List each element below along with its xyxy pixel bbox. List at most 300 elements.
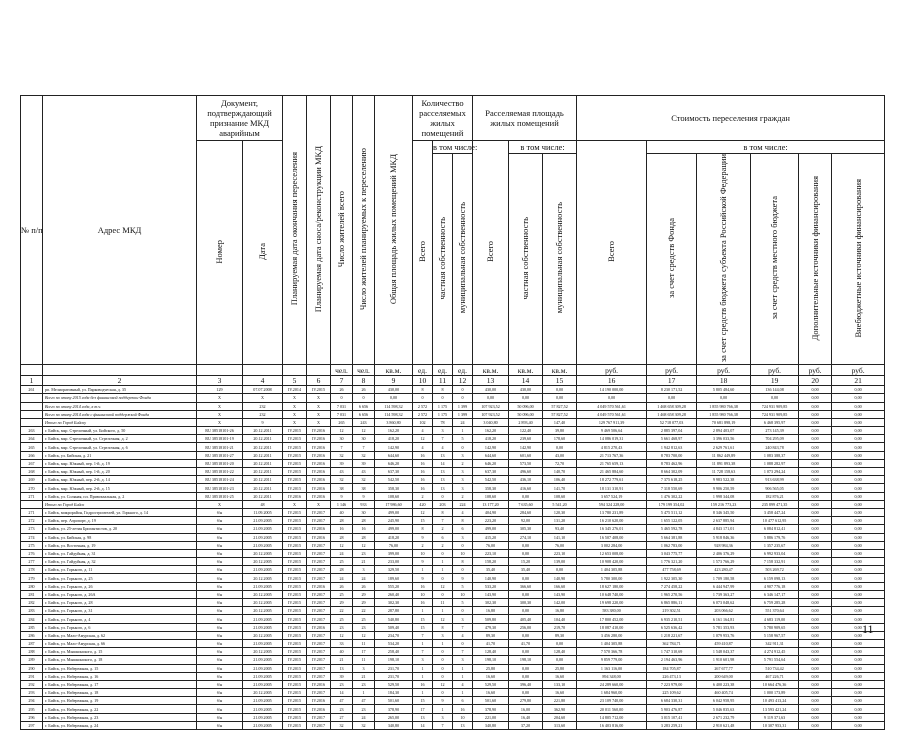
table-cell: 5 158 967,57 [751, 631, 799, 639]
table-cell: б/н [197, 541, 243, 549]
table-cell: 7 375 618,25 [647, 476, 697, 484]
table-cell: 533,20 [473, 582, 509, 590]
table-cell: 20.12.2005 [243, 689, 283, 697]
address-cell: г. Бийск, ул. Бийская, д. 98 [43, 533, 197, 541]
table-cell [21, 394, 43, 402]
table-cell: 292 [21, 680, 43, 688]
table-cell: 0,00 [832, 590, 885, 598]
table-row [21, 508, 885, 516]
table-cell: 9 [353, 492, 375, 500]
table-cell: 0,00 [832, 705, 885, 713]
table-cell: 12 [331, 541, 353, 549]
table-cell: 179 199 354,02 [647, 500, 697, 508]
table-cell: X [283, 410, 307, 418]
table-cell: 260,40 [375, 590, 413, 598]
table-cell: 28 [331, 533, 353, 541]
table-cell: 2 [413, 541, 433, 549]
table-cell: 285 [21, 623, 43, 631]
unit-cell: чел. [331, 365, 353, 376]
table-cell: 6 159 098,13 [751, 574, 799, 582]
table-cell: 0,00 [543, 566, 577, 574]
table-cell: 7 274 458,22 [647, 582, 697, 590]
table-cell: 133,10 [543, 680, 577, 688]
table-cell: 2 885 397,04 [647, 427, 697, 435]
table-cell: 4 274 912,45 [751, 648, 799, 656]
table-cell: 4 049 570 561,61 [577, 402, 647, 410]
table-cell: X [307, 418, 331, 426]
table-cell: 11 862 449,89 [697, 451, 751, 459]
table-row [21, 410, 885, 418]
table-cell: 28 [331, 517, 353, 525]
unit-cell: руб. [577, 365, 647, 376]
table-cell: 5 541,20 [543, 500, 577, 508]
table-cell: IV.2016 [307, 525, 331, 533]
table-cell: 32 [331, 476, 353, 484]
table-cell: 106,40 [543, 476, 577, 484]
table-cell: 6 [433, 533, 453, 541]
table-cell: 3 [433, 713, 453, 721]
table-cell: 0,00 [799, 656, 832, 664]
table-cell: 646,20 [473, 459, 509, 467]
table-cell: 4 [453, 631, 473, 639]
table-cell: 459 410,87 [697, 639, 751, 647]
table-cell: 0,00 [799, 451, 832, 459]
header-planned-demolish: Планируемая дата сноса/реконструкции МКД [307, 96, 331, 365]
table-cell: 29 [353, 590, 375, 598]
table-cell: 0,00 [473, 394, 509, 402]
address-cell: Всего по этапу 2014 года с финансовой поддержкой Фонда [43, 410, 197, 418]
table-cell: 0,00 [832, 525, 885, 533]
table-row [21, 639, 885, 647]
table-cell: 3 [453, 615, 473, 623]
table-cell: 0,00 [697, 394, 751, 402]
table-cell: 7 [331, 443, 353, 451]
table-cell: 933 [353, 500, 375, 508]
table-cell: 7 [433, 517, 453, 525]
table-cell: 2 194 463,96 [647, 656, 697, 664]
table-cell: X [283, 500, 307, 508]
table-cell: 21.09.2005 [243, 672, 283, 680]
table-cell: 1 855 980 766,38 [697, 402, 751, 410]
table-cell: 5 780 300,00 [577, 574, 647, 582]
table-cell: 1 000 173,89 [751, 689, 799, 697]
table-cell: 2 406 376,29 [697, 549, 751, 557]
table-cell: 601,60 [509, 451, 543, 459]
table-cell: IV.2015 [283, 508, 307, 516]
table-cell: X [307, 410, 331, 418]
table-cell: 10 [453, 713, 473, 721]
table-cell: 12 653 008,00 [577, 549, 647, 557]
address-cell: г. Бийск, пер. Аэропорт, д. 19 [43, 517, 197, 525]
table-row [21, 549, 885, 557]
table-cell: 5 465 592,78 [647, 525, 697, 533]
table-cell: 0,00 [799, 418, 832, 426]
table-cell: 10 648 740,00 [577, 590, 647, 598]
table-cell: 14 [331, 689, 353, 697]
table-cell: 0,00 [832, 656, 885, 664]
table-cell: 203 066,62 [697, 607, 751, 615]
table-cell: 0,00 [832, 418, 885, 426]
table-row [21, 517, 885, 525]
table-row [21, 697, 885, 705]
table-cell: IV.2017 [307, 664, 331, 672]
table-cell: 16 [413, 582, 433, 590]
table-cell: 644,60 [473, 451, 509, 459]
table-cell: 420 [413, 500, 433, 508]
table-cell: 20.12.2011 [243, 492, 283, 500]
table-cell: 15 [413, 697, 433, 705]
table-cell: 19 698 220,00 [577, 599, 647, 607]
header-cost-fund: за счет средств Фонда [647, 154, 697, 365]
unit-cell: руб. [799, 365, 832, 376]
table-cell: 503 269,72 [751, 566, 799, 574]
table-cell: 21.09.2005 [243, 639, 283, 647]
table-cell: б/н [197, 648, 243, 656]
table-cell: 33 [331, 639, 353, 647]
table-cell: б/н [197, 705, 243, 713]
table-cell: IV.2017 [307, 615, 331, 623]
table-cell: 13 [433, 484, 453, 492]
table-cell: 3 [413, 656, 433, 664]
table-cell: 10 [453, 590, 473, 598]
table-cell: 0,00 [375, 394, 413, 402]
header-num: № п/п [21, 96, 43, 365]
page-number: 11 [862, 622, 874, 636]
table-cell: 15,20 [509, 558, 543, 566]
table-cell: 340,80 [473, 721, 509, 729]
table-cell: 35,40 [473, 566, 509, 574]
table-cell: 0 [353, 394, 375, 402]
table-cell: 24 [331, 574, 353, 582]
table-cell: 724 931 909,85 [751, 402, 799, 410]
table-cell: 21.09.2005 [243, 541, 283, 549]
table-cell: 3 [453, 656, 473, 664]
table-cell: 1 468 658 309,28 [647, 402, 697, 410]
table-cell: 267 677,77 [697, 664, 751, 672]
table-cell: 0,00 [799, 492, 832, 500]
table-cell: 7 [433, 435, 453, 443]
table-cell: 43 [331, 468, 353, 476]
column-number-cell: 2 [43, 376, 197, 386]
table-cell: б/н [197, 549, 243, 557]
table-cell: 158,20 [473, 558, 509, 566]
table-cell: 12 [353, 541, 375, 549]
table-cell: 128,40 [473, 648, 509, 656]
table-cell: 274,10 [509, 533, 543, 541]
table-cell: IV.2016 [307, 459, 331, 467]
table-cell: X [197, 410, 243, 418]
table-cell: 21.09.2005 [243, 525, 283, 533]
table-cell: 9 [413, 574, 433, 582]
table-row [21, 689, 885, 697]
table-cell: 24 289 660,00 [577, 680, 647, 688]
table-cell: 0,00 [832, 533, 885, 541]
table-row [21, 623, 885, 631]
table-row [21, 664, 885, 672]
table-cell: 1 218 221,67 [647, 631, 697, 639]
table-cell: 12 [433, 582, 453, 590]
table-cell: 8 783 700,00 [647, 451, 697, 459]
table-cell: 302,30 [375, 599, 413, 607]
table-cell: 108,60 [543, 492, 577, 500]
unit-cell: руб. [832, 365, 885, 376]
table-row [21, 435, 885, 443]
table-cell: 276 [21, 549, 43, 557]
table-cell: 131,20 [543, 517, 577, 525]
table-cell: 16,60 [473, 672, 509, 680]
table-cell: 3 [433, 427, 453, 435]
table-cell: 89,30 [473, 631, 509, 639]
table-cell: 261 [21, 386, 43, 394]
address-cell: г. Бийск, ул. Горького, д. 26А [43, 590, 197, 598]
table-cell: 0,00 [799, 599, 832, 607]
table-cell: 76,00 [543, 541, 577, 549]
table-cell: 6 992 933,04 [751, 549, 799, 557]
header-address: Адрес МКД [43, 96, 197, 365]
table-cell: 501,60 [473, 697, 509, 705]
table-cell: 0,00 [832, 631, 885, 639]
address-cell: г. Бийск, ул. Горького, д. 6 [43, 623, 197, 631]
table-cell: 551 370,64 [751, 607, 799, 615]
table-cell: 283 [21, 607, 43, 615]
table-cell: 39,80 [543, 427, 577, 435]
table-row [21, 533, 885, 541]
table-cell: 9 [453, 574, 473, 582]
table-cell: 1 404 305,88 [577, 639, 647, 647]
table-cell: 15 [413, 623, 433, 631]
table-cell: RU 38518101-23 [197, 484, 243, 492]
table-cell: 265 [21, 443, 43, 451]
table-cell: 32 [353, 721, 375, 729]
table-cell: 430,00 [375, 386, 413, 394]
table-cell: 226 473,13 [647, 672, 697, 680]
table-cell: 0,00 [509, 607, 543, 615]
table-row [21, 541, 885, 549]
table-cell: 223,10 [473, 549, 509, 557]
table-cell: 9 859 779,00 [577, 656, 647, 664]
table-cell: 232 [243, 410, 283, 418]
table-cell: 273 145,39 [751, 427, 799, 435]
table-cell: 5 046 835,63 [697, 705, 751, 713]
table-cell: 5 780 909,65 [751, 623, 799, 631]
table-cell: 5 661 468,97 [647, 435, 697, 443]
address-cell: г. Бийск, ул. Набережная, д. 18 [43, 689, 197, 697]
table-cell: 416,60 [509, 484, 543, 492]
table-cell: 646,20 [375, 459, 413, 467]
table-cell: 12 [353, 631, 375, 639]
address-cell: г. Бийск, ул. Соляная, пл. Привокзальная, д. 2 [43, 492, 197, 500]
table-cell: X [197, 402, 243, 410]
column-number-cell: 20 [799, 376, 832, 386]
table-cell: 0,00 [799, 541, 832, 549]
table-cell: 28 [353, 517, 375, 525]
table-cell: 9 906 250,59 [697, 484, 751, 492]
table-cell: 287 [21, 639, 43, 647]
table-cell: IV.2015 [283, 427, 307, 435]
table-cell: 0,00 [832, 713, 885, 721]
table-cell: 38 [353, 484, 375, 492]
table-cell: 1 855 980 766,38 [697, 410, 751, 418]
table-cell: 22 [331, 607, 353, 615]
table-cell: 5 [453, 582, 473, 590]
table-cell: 0 [453, 443, 473, 451]
table-cell: 2 894 403,07 [697, 427, 751, 435]
address-cell: Итого по Город Бийск [43, 500, 197, 508]
table-cell: 102 [413, 418, 433, 426]
table-cell: б/н [197, 566, 243, 574]
column-numbers-row [21, 376, 885, 386]
table-cell: 10 664 476,36 [751, 680, 799, 688]
table-cell [21, 410, 43, 418]
table-cell: 16 507 408,00 [577, 533, 647, 541]
table-cell: IV.2015 [283, 582, 307, 590]
table-cell: 1 357 235,67 [751, 541, 799, 549]
table-cell: 460 405,74 [697, 689, 751, 697]
table-row [21, 484, 885, 492]
table-cell: 0,00 [832, 394, 885, 402]
table-cell: 24 [353, 713, 375, 721]
table-cell: 16,80 [473, 607, 509, 615]
table-cell: 284,60 [509, 508, 543, 516]
table-cell: 6 [453, 525, 473, 533]
table-cell: 5 664 381,88 [647, 533, 697, 541]
column-number-cell: 11 [433, 376, 453, 386]
table-cell: 1 [413, 639, 433, 647]
table-cell: 23 109 740,00 [577, 697, 647, 705]
table-cell: 07.07.2008 [243, 386, 283, 394]
table-cell: 12 [433, 680, 453, 688]
table-cell: IV.2014 [283, 386, 307, 394]
table-cell: 0,00 [799, 590, 832, 598]
column-number-cell: 17 [647, 376, 697, 386]
table-cell: б/н [197, 672, 243, 680]
table-cell: 21.09.2005 [243, 615, 283, 623]
table-cell: б/н [197, 615, 243, 623]
table-cell: 203 [433, 500, 453, 508]
table-cell: 30 [331, 435, 353, 443]
table-cell: IV.2015 [283, 558, 307, 566]
table-cell: 1 [413, 689, 433, 697]
table-cell: 0,00 [832, 672, 885, 680]
table-cell: 0,00 [832, 443, 885, 451]
table-cell: 166,60 [543, 582, 577, 590]
table-cell: 0 [433, 648, 453, 656]
address-cell: г. Бийск, ул. Горького, д. 28 [43, 599, 197, 607]
table-cell: 418,20 [375, 533, 413, 541]
table-cell: 302,30 [473, 599, 509, 607]
table-cell: 189,60 [375, 574, 413, 582]
table-cell: 928 984,36 [697, 541, 751, 549]
table-cell: 0,00 [543, 394, 577, 402]
table-cell: 479,30 [473, 623, 509, 631]
table-cell: 0,00 [799, 689, 832, 697]
table-cell: 2 572 [413, 410, 433, 418]
table-cell: 1 [433, 705, 453, 713]
table-cell: 141,70 [543, 484, 577, 492]
table-cell: 0,00 [832, 508, 885, 516]
table-cell: 6 042 958,95 [697, 697, 751, 705]
table-cell: 0,00 [647, 394, 697, 402]
table-cell: 20.12.2005 [243, 599, 283, 607]
address-cell: Итого по Город Бийску [43, 418, 197, 426]
table-cell: б/н [197, 689, 243, 697]
table-cell: 0,00 [799, 549, 832, 557]
table-cell: 13 780 231,89 [577, 508, 647, 516]
table-cell: 378,90 [473, 705, 509, 713]
table-cell: 20.12.2011 [243, 459, 283, 467]
table-cell: 11 [353, 656, 375, 664]
table-cell: 1 088 282,97 [751, 459, 799, 467]
table-cell: 0,00 [509, 648, 543, 656]
table-cell: 329,50 [375, 566, 413, 574]
table-cell: 2 [433, 541, 453, 549]
table-cell: 362,90 [543, 705, 577, 713]
table-cell: 0,00 [832, 492, 885, 500]
table-cell: 50 096,00 [509, 402, 543, 410]
table-cell: 7 318 550,69 [647, 484, 697, 492]
header-count-municipal: муниципальная собственность [453, 154, 473, 365]
table-cell: 358,30 [375, 484, 413, 492]
table-cell: 300,30 [509, 599, 543, 607]
table-cell: 0 [433, 672, 453, 680]
table-cell: 274 [21, 533, 43, 541]
table-cell: 26 [331, 582, 353, 590]
table-cell: IV.2017 [307, 631, 331, 639]
table-cell: 30 [353, 435, 375, 443]
table-cell: 16 [413, 680, 433, 688]
table-cell: б/н [197, 582, 243, 590]
table-cell: 0,00 [799, 459, 832, 467]
table-cell: 3 [353, 566, 375, 574]
table-cell: 14 [433, 459, 453, 467]
table-cell: 240 843,78 [751, 443, 799, 451]
table-row [21, 705, 885, 713]
table-cell: 9 119 371,63 [751, 713, 799, 721]
table-cell: 1 [413, 607, 433, 615]
column-number-cell: 13 [473, 376, 509, 386]
table-cell: 232 [243, 402, 283, 410]
table-cell: 0,00 [799, 476, 832, 484]
table-cell: 436,10 [509, 476, 543, 484]
address-cell: г. Бийск, ул. Горького, д. 25 [43, 574, 197, 582]
table-cell: 16 403 816,00 [577, 721, 647, 729]
table-cell: 1 [353, 689, 375, 697]
table-cell: 467 226,71 [751, 672, 799, 680]
table-cell: 555,20 [375, 582, 413, 590]
table-cell: 114 598,32 [375, 410, 413, 418]
table-cell: 27 [331, 713, 353, 721]
table-cell: 25,80 [543, 664, 577, 672]
table-cell: 509,40 [375, 623, 413, 631]
table-cell: 28 [331, 566, 353, 574]
table-cell: 1 709 180,58 [697, 574, 751, 582]
table-cell: 529,50 [473, 680, 509, 688]
table-cell: 8 [453, 558, 473, 566]
table-cell: 72,70 [543, 459, 577, 467]
table-cell: 0,00 [832, 549, 885, 557]
table-cell: 3 [353, 664, 375, 672]
table-cell: 0,00 [832, 697, 885, 705]
table-cell: 107 923,52 [473, 402, 509, 410]
table-cell [21, 500, 43, 508]
table-cell: 219,70 [543, 623, 577, 631]
table-cell: 637,30 [473, 468, 509, 476]
table-cell: IV.2016 [307, 484, 331, 492]
table-cell: 204,60 [543, 713, 577, 721]
table-cell: 3 040,80 [473, 418, 509, 426]
table-cell: 6 468 395,97 [751, 418, 799, 426]
table-cell: 9 [243, 418, 283, 426]
